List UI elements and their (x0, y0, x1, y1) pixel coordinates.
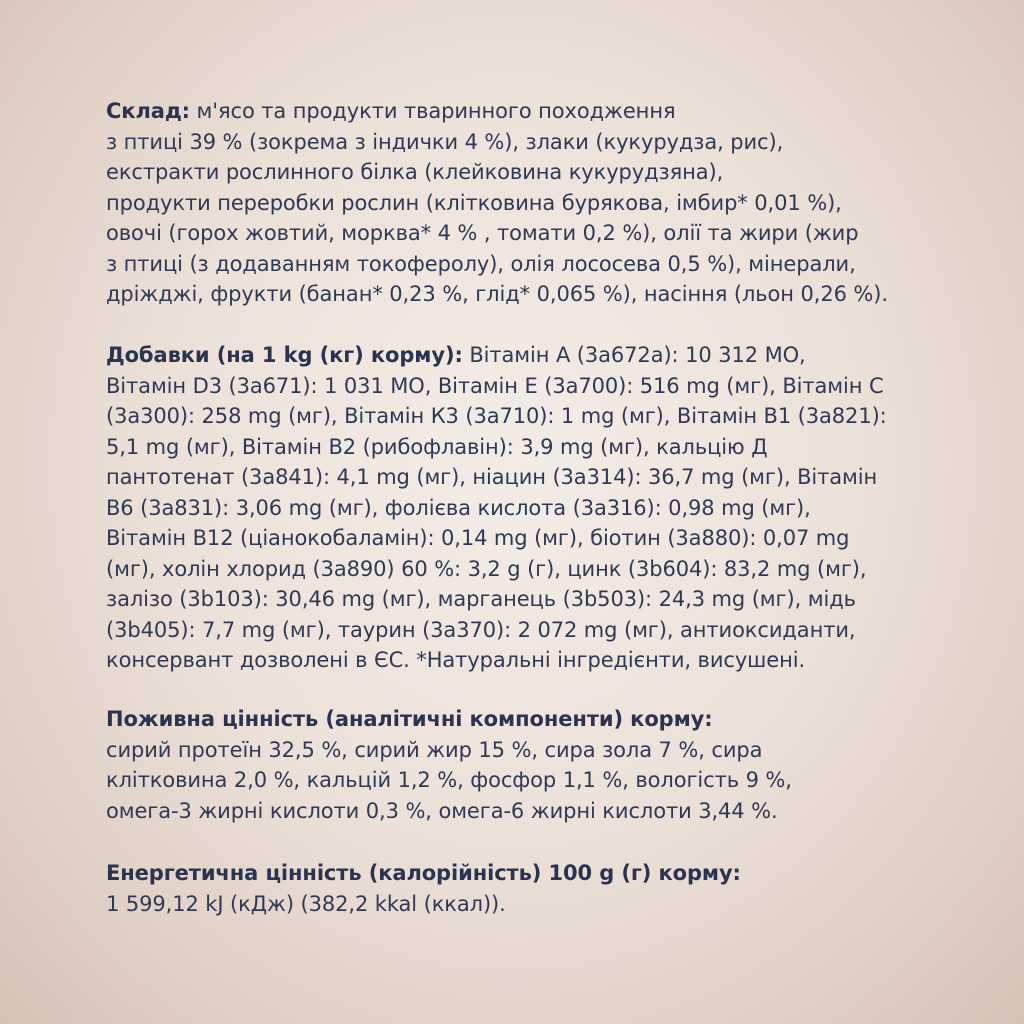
composition-text: м'ясо та продукти тваринного походження (189, 99, 676, 123)
additives-line: (3b405): 7,7 mg (мг), таурин (3a370): 2 072 mg (мг), антиоксиданти, (106, 617, 856, 642)
nutrition-section (106, 704, 926, 826)
additives-line: (мг), холін хлорид (3a890) 60 %: 3,2 g (г), цинк (3b604): 83,2 mg (мг), (106, 556, 867, 581)
nutrition-line: клітковина 2,0 %, кальцій 1,2 %, фосфор 1,1 %, вологість 9 %, (106, 768, 792, 792)
additives-line: В6 (3a831): 3,06 mg (мг), фолієва кислота (3a316): 0,98 mg (мг), (106, 495, 811, 520)
nutrition-label: Поживна цінність (аналітичні компоненти) корму: (106, 707, 713, 731)
additives-line: (3a300): 258 mg (мг), Вітамін К3 (3a710): 1 mg (мг), Вітамін В1 (3a821): (106, 404, 887, 428)
nutrition-line: омега-3 жирні кислоти 0,3 %, омега-6 жирні кислоти 3,44 %. (106, 798, 778, 823)
composition-line: дріжджі, фрукти (банан* 0,23 %, глід* 0,065 %), насіння (льон 0,26 %). (106, 282, 888, 306)
additives-section (106, 340, 926, 676)
additives-line: залізо (3b103): 30,46 mg (мг), марганець (3b503): 24,3 mg (мг), мідь (106, 587, 856, 611)
additives-line: Вітамін D3 (3a671): 1 031 МО, Вітамін Е (3a700): 516 mg (мг), Вітамін С (106, 373, 884, 398)
composition-line: продукти переробки рослин (клітковина бурякова, імбир* 0,01 %), (106, 190, 842, 215)
additives-line-1 (106, 340, 926, 371)
composition-label: Склад: (106, 99, 190, 123)
composition-line: овочі (горох жовтий, морква* 4 % , томати 0,2 %), олії та жири (жир (106, 221, 859, 245)
composition-line-1 (106, 96, 926, 127)
nutrition-line: сирий протеїн 32,5 %, сирий жир 15 %, сира зола 7 %, сира (106, 737, 763, 762)
energy-section (106, 858, 926, 919)
additives-line: пантотенат (3a841): 4,1 mg (мг), ніацин (3a314): 36,7 mg (мг), Вітамін (106, 465, 878, 489)
additives-line: консервант дозволені в ЄС. *Натуральні інгредієнти, висушені. (106, 648, 806, 672)
composition-section (106, 96, 926, 310)
additives-line: 5,1 mg (мг), Вітамін В2 (рибофлавін): 3,9 mg (мг), кальцію Д (106, 434, 768, 459)
additives-text: Вітамін А (3a672a): 10 312 МО, (462, 343, 806, 367)
additives-line: Вітамін В12 (ціанокобаламін): 0,14 mg (мг), біотин (3a880): 0,07 mg (106, 526, 850, 550)
additives-label: Добавки (на 1 kg (кг) корму): (106, 343, 463, 367)
energy-label: Енергетична цінність (калорійність) 100 g (г) корму: (106, 861, 741, 885)
energy-line: 1 599,12 kJ (кДж) (382,2 kkal (ккал)). (106, 891, 506, 916)
composition-line: екстракти рослинного білка (клейковина кукурудзяна), (106, 160, 724, 184)
composition-line: з птиці 39 % (зокрема з індички 4 %), злаки (кукурудза, рис), (106, 129, 784, 154)
composition-line: з птиці (з додаванням токоферолу), олія лососева 0,5 %), мінерали, (106, 251, 856, 276)
